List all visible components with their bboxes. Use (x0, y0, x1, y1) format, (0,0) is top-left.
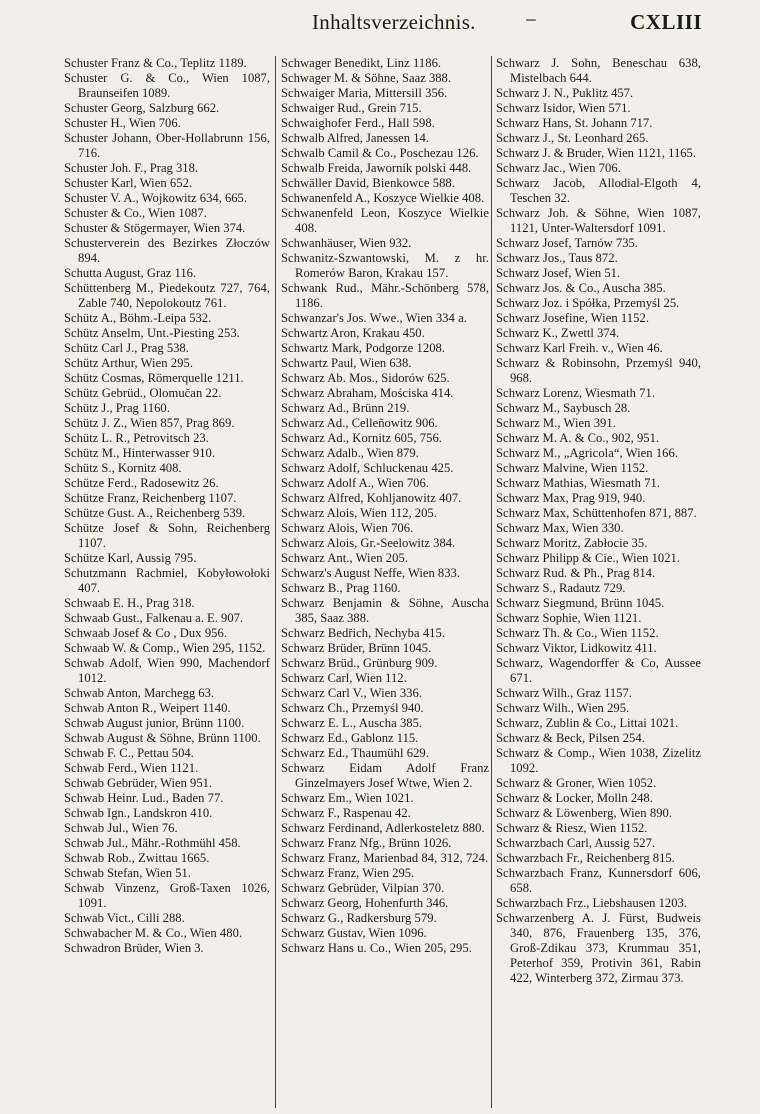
index-entry: Schwarzenberg A. J. Fürst, Budweis 340, 876, Frauenberg 135, 376, Groß-Zdikau 373, Krummau 351, Peterhof 359, Protivin 361, Rabin 422, Winterberg 372, Zirmau 373. (496, 911, 701, 985)
index-entry: Schwarz Josefine, Wien 1152. (496, 311, 650, 325)
index-entry: Schütz Carl J., Prag 538. (64, 341, 189, 355)
page-number: CXLIII (630, 10, 702, 34)
index-entry: Schwarz Benjamin & Söhne, Auscha 385, Saaz 388. (281, 596, 489, 625)
index-entry: Schwarz Hans, St. Johann 717. (496, 116, 653, 130)
index-entry: Schwarz Mathias, Wiesmath 71. (496, 476, 661, 490)
index-entry: Schuster & Stögermayer, Wien 374. (64, 221, 246, 235)
index-entry: Schwartz Aron, Krakau 450. (281, 326, 425, 340)
index-entry: Schwalb Freida, Jaworník polski 448. (281, 161, 472, 175)
index-entry: Schwab Stefan, Wien 51. (64, 866, 191, 880)
index-entry: Schütz Arthur, Wien 295. (64, 356, 194, 370)
index-entry: Schwab Gebrüder, Wien 951. (64, 776, 213, 790)
index-entry: Schuster & Co., Wien 1087. (64, 206, 207, 220)
index-entry: Schwaab E. H., Prag 318. (64, 596, 195, 610)
index-entry: Schwarz Brüd., Grünburg 909. (281, 656, 438, 670)
index-entry: Schwaab W. & Comp., Wien 295, 1152. (64, 641, 266, 655)
index-entry: Schwarz Malvine, Wien 1152. (496, 461, 649, 475)
index-entry: Schwarz J. N., Puklitz 457. (496, 86, 634, 100)
index-entry: Schwaiger Maria, Mittersill 356. (281, 86, 448, 100)
index-entry: Schwarz J., St. Leonhard 265. (496, 131, 649, 145)
index-entry: Schwarz Wilh., Wien 295. (496, 701, 630, 715)
index-entry: Schwalb Alfred, Janessen 14. (281, 131, 429, 145)
index-entry: Schwarz & Robinsohn, Przemyśl 940, 968. (496, 356, 701, 385)
index-entry: Schwank Rud., Mähr.-Schönberg 578, 1186. (281, 281, 489, 310)
index-entry: Schwab Ferd., Wien 1121. (64, 761, 199, 775)
index-entry: Schwartz Paul, Wien 638. (281, 356, 412, 370)
index-entry: Schuster Johann, Ober-Hollabrunn 156, 716. (64, 131, 270, 160)
index-entry: Schwarz Ad., Celleñowitz 906. (281, 416, 438, 430)
column-divider-left (275, 56, 276, 1108)
index-entry: Schwarz F., Raspenau 42. (281, 806, 411, 820)
index-entry: Schuster H., Wien 706. (64, 116, 181, 130)
index-entry: Schütze Gust. A., Reichenberg 539. (64, 506, 246, 520)
index-entry: Schwarz J. & Bruder, Wien 1121, 1165. (496, 146, 696, 160)
index-entry: Schwarz Wilh., Graz 1157. (496, 686, 632, 700)
index-entry: Schwanenfeld Leon, Koszyce Wielkie 408. (281, 206, 489, 235)
index-entry: Schütz M., Hinterwasser 910. (64, 446, 216, 460)
index-entry: Schwarz Ch., Przemyśl 940. (281, 701, 424, 715)
index-entry: Schwarz Joz. i Spółka, Przemyśl 25. (496, 296, 680, 310)
index-column-2 (281, 56, 489, 1111)
index-entry: Schwarz Ant., Wien 205. (281, 551, 409, 565)
index-entry: Schwäller David, Bienkowce 588. (281, 176, 455, 190)
index-entry: Schwarz Moritz, Zabłocie 35. (496, 536, 648, 550)
index-entry: Schwarz Eidam Adolf Franz Ginzelmayers Josef Wtwe, Wien 2. (281, 761, 489, 790)
index-entry: Schwarz & Locker, Molln 248. (496, 791, 653, 805)
index-entry: Schwarz Viktor, Lidkowitz 411. (496, 641, 657, 655)
index-entry: Schwarz Jos. & Co., Auscha 385. (496, 281, 666, 295)
index-entry: Schütz A., Böhm.-Leipa 532. (64, 311, 212, 325)
index-entry: Schwab August & Söhne, Brünn 1100. (64, 731, 261, 745)
index-entry: Schwarz Brüder, Brünn 1045. (281, 641, 432, 655)
index-entry: Schwanzar's Jos. Wwe., Wien 334 a. (281, 311, 467, 325)
index-entry: Schwarz K., Zwettl 374. (496, 326, 620, 340)
index-entry: Schwab Heinr. Lud., Baden 77. (64, 791, 224, 805)
index-entry: Schwarz Gustav, Wien 1096. (281, 926, 427, 940)
index-entry: Schütz L. R., Petrovitsch 23. (64, 431, 209, 445)
index-entry: Schwarz Max, Schüttenhofen 871, 887. (496, 506, 697, 520)
index-entry: Schwarz M., „Agricola“, Wien 166. (496, 446, 679, 460)
index-entry: Schwarz Ad., Brünn 219. (281, 401, 410, 415)
index-entry: Schwarz Isidor, Wien 571. (496, 101, 631, 115)
index-entry: Schwarz Carl, Wien 112. (281, 671, 407, 685)
index-entry: Schwarz Franz Nfg., Brünn 1026. (281, 836, 452, 850)
index-entry: Schuster Georg, Salzburg 662. (64, 101, 220, 115)
index-entry: Schwarz M., Wien 391. (496, 416, 616, 430)
index-entry: Schwarz & Beck, Pilsen 254. (496, 731, 645, 745)
index-entry: Schwanhäuser, Wien 932. (281, 236, 412, 250)
index-entry: Schwager Benedikt, Linz 1186. (281, 56, 442, 70)
index-entry: Schwadron Brüder, Wien 3. (64, 941, 204, 955)
index-entry: Schwarz M. A. & Co., 902, 951. (496, 431, 660, 445)
index-entry: Schwager M. & Söhne, Saaz 388. (281, 71, 451, 85)
index-entry: Schwarz Max, Prag 919, 940. (496, 491, 646, 505)
index-entry: Schwarz Ferdinand, Adlerkosteletz 880. (281, 821, 485, 835)
index-entry: Schwarz Hans u. Co., Wien 205, 295. (281, 941, 472, 955)
index-entry: Schwarz Philipp & Cie., Wien 1021. (496, 551, 680, 565)
index-entry: Schutzmann Rachmiel, Kobyłowołoki 407. (64, 566, 270, 595)
index-entry: Schwarz & Groner, Wien 1052. (496, 776, 657, 790)
index-entry: Schwartz Mark, Podgorze 1208. (281, 341, 446, 355)
index-entry: Schwarz Ed., Gablonz 115. (281, 731, 419, 745)
header-dash: − (525, 8, 537, 32)
index-entry: Schwarz Joh. & Söhne, Wien 1087, 1121, Unter-Waltersdorf 1091. (496, 206, 701, 235)
index-entry: Schwarz & Comp., Wien 1038, Zizelitz 1092. (496, 746, 701, 775)
index-entry: Schütze Franz, Reichenberg 1107. (64, 491, 237, 505)
index-entry: Schwarzbach Franz, Kunnersdorf 606, 658. (496, 866, 701, 895)
index-entry: Schwarz Josef, Wien 51. (496, 266, 621, 280)
index-entry: Schwarz & Riesz, Wien 1152. (496, 821, 648, 835)
index-entry: Schwarz Abraham, Mościska 414. (281, 386, 454, 400)
index-entry: Schütz J., Prag 1160. (64, 401, 170, 415)
index-entry: Schwarz Jacob, Allodial-Elgoth 4, Teschen 32. (496, 176, 701, 205)
index-entry: Schwab Anton R., Weipert 1140. (64, 701, 231, 715)
index-entry: Schwarz Georg, Hohenfurth 346. (281, 896, 449, 910)
index-entry: Schwab Vict., Cilli 288. (64, 911, 185, 925)
index-entry: Schwarz Franz, Marienbad 84, 312, 724. (281, 851, 489, 865)
index-entry: Schwarz Rud. & Ph., Prag 814. (496, 566, 656, 580)
index-entry: Schwarz Siegmund, Brünn 1045. (496, 596, 665, 610)
index-entry: Schwab F. C., Pettau 504. (64, 746, 194, 760)
index-entry: Schwab August junior, Brünn 1100. (64, 716, 245, 730)
index-entry: Schwarz, Zublin & Co., Littai 1021. (496, 716, 679, 730)
index-entry: Schuster Joh. F., Prag 318. (64, 161, 199, 175)
index-entry: Schwarzbach Carl, Aussig 527. (496, 836, 656, 850)
index-entry: Schwarz G., Radkersburg 579. (281, 911, 437, 925)
index-entry: Schwarz Max, Wien 330. (496, 521, 624, 535)
index-entry: Schwanitz-Szwantowski, M. z hr. Romerów Baron, Krakau 157. (281, 251, 489, 280)
index-entry: Schwarz E. L., Auscha 385. (281, 716, 423, 730)
index-entry: Schuster V. A., Wojkowitz 634, 665. (64, 191, 248, 205)
index-entry: Schwarz Gebrüder, Vilpian 370. (281, 881, 445, 895)
index-entry: Schwarz Em., Wien 1021. (281, 791, 414, 805)
index-entry: Schwarz Karl Freih. v., Wien 46. (496, 341, 663, 355)
index-entry: Schwarz B., Prag 1160. (281, 581, 401, 595)
index-entry: Schusterverein des Bezirkes Złoczów 894. (64, 236, 270, 265)
index-entry: Schuster Franz & Co., Teplitz 1189. (64, 56, 247, 70)
index-entry: Schwarzbach Frz., Liebshausen 1203. (496, 896, 687, 910)
index-entry: Schwab Vinzenz, Groß-Taxen 1026, 1091. (64, 881, 270, 910)
index-entry: Schwarz Ab. Mos., Sidorów 625. (281, 371, 450, 385)
index-entry: Schwarz Adalb., Wien 879. (281, 446, 419, 460)
index-entry: Schwaiger Rud., Grein 715. (281, 101, 422, 115)
index-entry: Schwab Anton, Marchegg 63. (64, 686, 215, 700)
index-entry: Schwarz Franz, Wien 295. (281, 866, 415, 880)
index-entry: Schutta August, Graz 116. (64, 266, 197, 280)
index-entry: Schwanenfeld A., Koszyce Wielkie 408. (281, 191, 485, 205)
index-entry: Schwab Jul., Wien 76. (64, 821, 178, 835)
index-entry: Schütze Karl, Aussig 795. (64, 551, 197, 565)
index-entry: Schwarz S., Radautz 729. (496, 581, 626, 595)
index-entry: Schütz Gebrüd., Olomučan 22. (64, 386, 222, 400)
index-entry: Schwarz Josef, Tarnów 735. (496, 236, 638, 250)
index-entry: Schwarz Alois, Wien 112, 205. (281, 506, 437, 520)
index-entry: Schwabacher M. & Co., Wien 480. (64, 926, 243, 940)
index-entry: Schwab Adolf, Wien 990, Machendorf 1012. (64, 656, 270, 685)
index-entry: Schwab Jul., Mähr.-Rothmühl 458. (64, 836, 241, 850)
index-entry: Schütze Josef & Sohn, Reichenberg 1107. (64, 521, 270, 550)
page-title: Inhaltsverzeichnis. (312, 10, 476, 34)
index-entry: Schwaab Gust., Falkenau a. E. 907. (64, 611, 244, 625)
index-entry: Schwab Ign., Landskron 410. (64, 806, 213, 820)
index-entry: Schütz Cosmas, Römerquelle 1211. (64, 371, 244, 385)
index-entry: Schwarz Ad., Kornitz 605, 756. (281, 431, 442, 445)
index-entry: Schwarz, Wagendorffer & Co, Aussee 671. (496, 656, 701, 685)
index-column-3 (496, 56, 701, 1111)
index-entry: Schwarz Adolf, Schluckenau 425. (281, 461, 454, 475)
index-entry: Schwarz Th. & Co., Wien 1152. (496, 626, 659, 640)
index-entry: Schwalb Camil & Co., Poschezau 126. (281, 146, 479, 160)
index-entry: Schwarz's August Neffe, Wien 833. (281, 566, 460, 580)
column-divider-right (491, 56, 492, 1108)
index-column-1 (64, 56, 270, 1111)
index-entry: Schütz S., Kornitz 408. (64, 461, 182, 475)
index-entry: Schwarz Jac., Wien 706. (496, 161, 621, 175)
index-entry: Schwarzbach Fr., Reichenberg 815. (496, 851, 675, 865)
index-entry: Schwarz Lorenz, Wiesmath 71. (496, 386, 656, 400)
index-entry: Schwab Rob., Zwittau 1665. (64, 851, 210, 865)
index-entry: Schwaighofer Ferd., Hall 598. (281, 116, 435, 130)
index-entry: Schuster Karl, Wien 652. (64, 176, 193, 190)
index-entry: Schütz J. Z., Wien 857, Prag 869. (64, 416, 235, 430)
index-entry: Schwarz M., Saybusch 28. (496, 401, 631, 415)
index-entry: Schwarz Alfred, Kohljanowitz 407. (281, 491, 462, 505)
index-entry: Schütze Ferd., Radosewitz 26. (64, 476, 219, 490)
index-entry: Schwaab Josef & Co , Dux 956. (64, 626, 228, 640)
index-entry: Schwarz Adolf A., Wien 706. (281, 476, 429, 490)
index-entry: Schwarz Jos., Taus 872. (496, 251, 618, 265)
index-entry: Schwarz Carl V., Wien 336. (281, 686, 423, 700)
index-entry: Schüttenberg M., Piedekoutz 727, 764, Zable 740, Nepolokoutz 761. (64, 281, 270, 310)
index-entry: Schwarz Ed., Thaumühl 629. (281, 746, 429, 760)
index-entry: Schwarz J. Sohn, Beneschau 638, Mistelbach 644. (496, 56, 701, 85)
index-entry: Schwarz Alois, Gr.-Seelowitz 384. (281, 536, 456, 550)
index-entry: Schwarz Alois, Wien 706. (281, 521, 414, 535)
index-entry: Schuster G. & Co., Wien 1087, Braunseifen 1089. (64, 71, 270, 100)
index-entry: Schwarz Bedřich, Nechyba 415. (281, 626, 446, 640)
index-entry: Schwarz & Löwenberg, Wien 890. (496, 806, 673, 820)
index-entry: Schwarz Sophie, Wien 1121. (496, 611, 642, 625)
page-header (62, 8, 702, 42)
index-entry: Schütz Anselm, Unt.-Piesting 253. (64, 326, 240, 340)
